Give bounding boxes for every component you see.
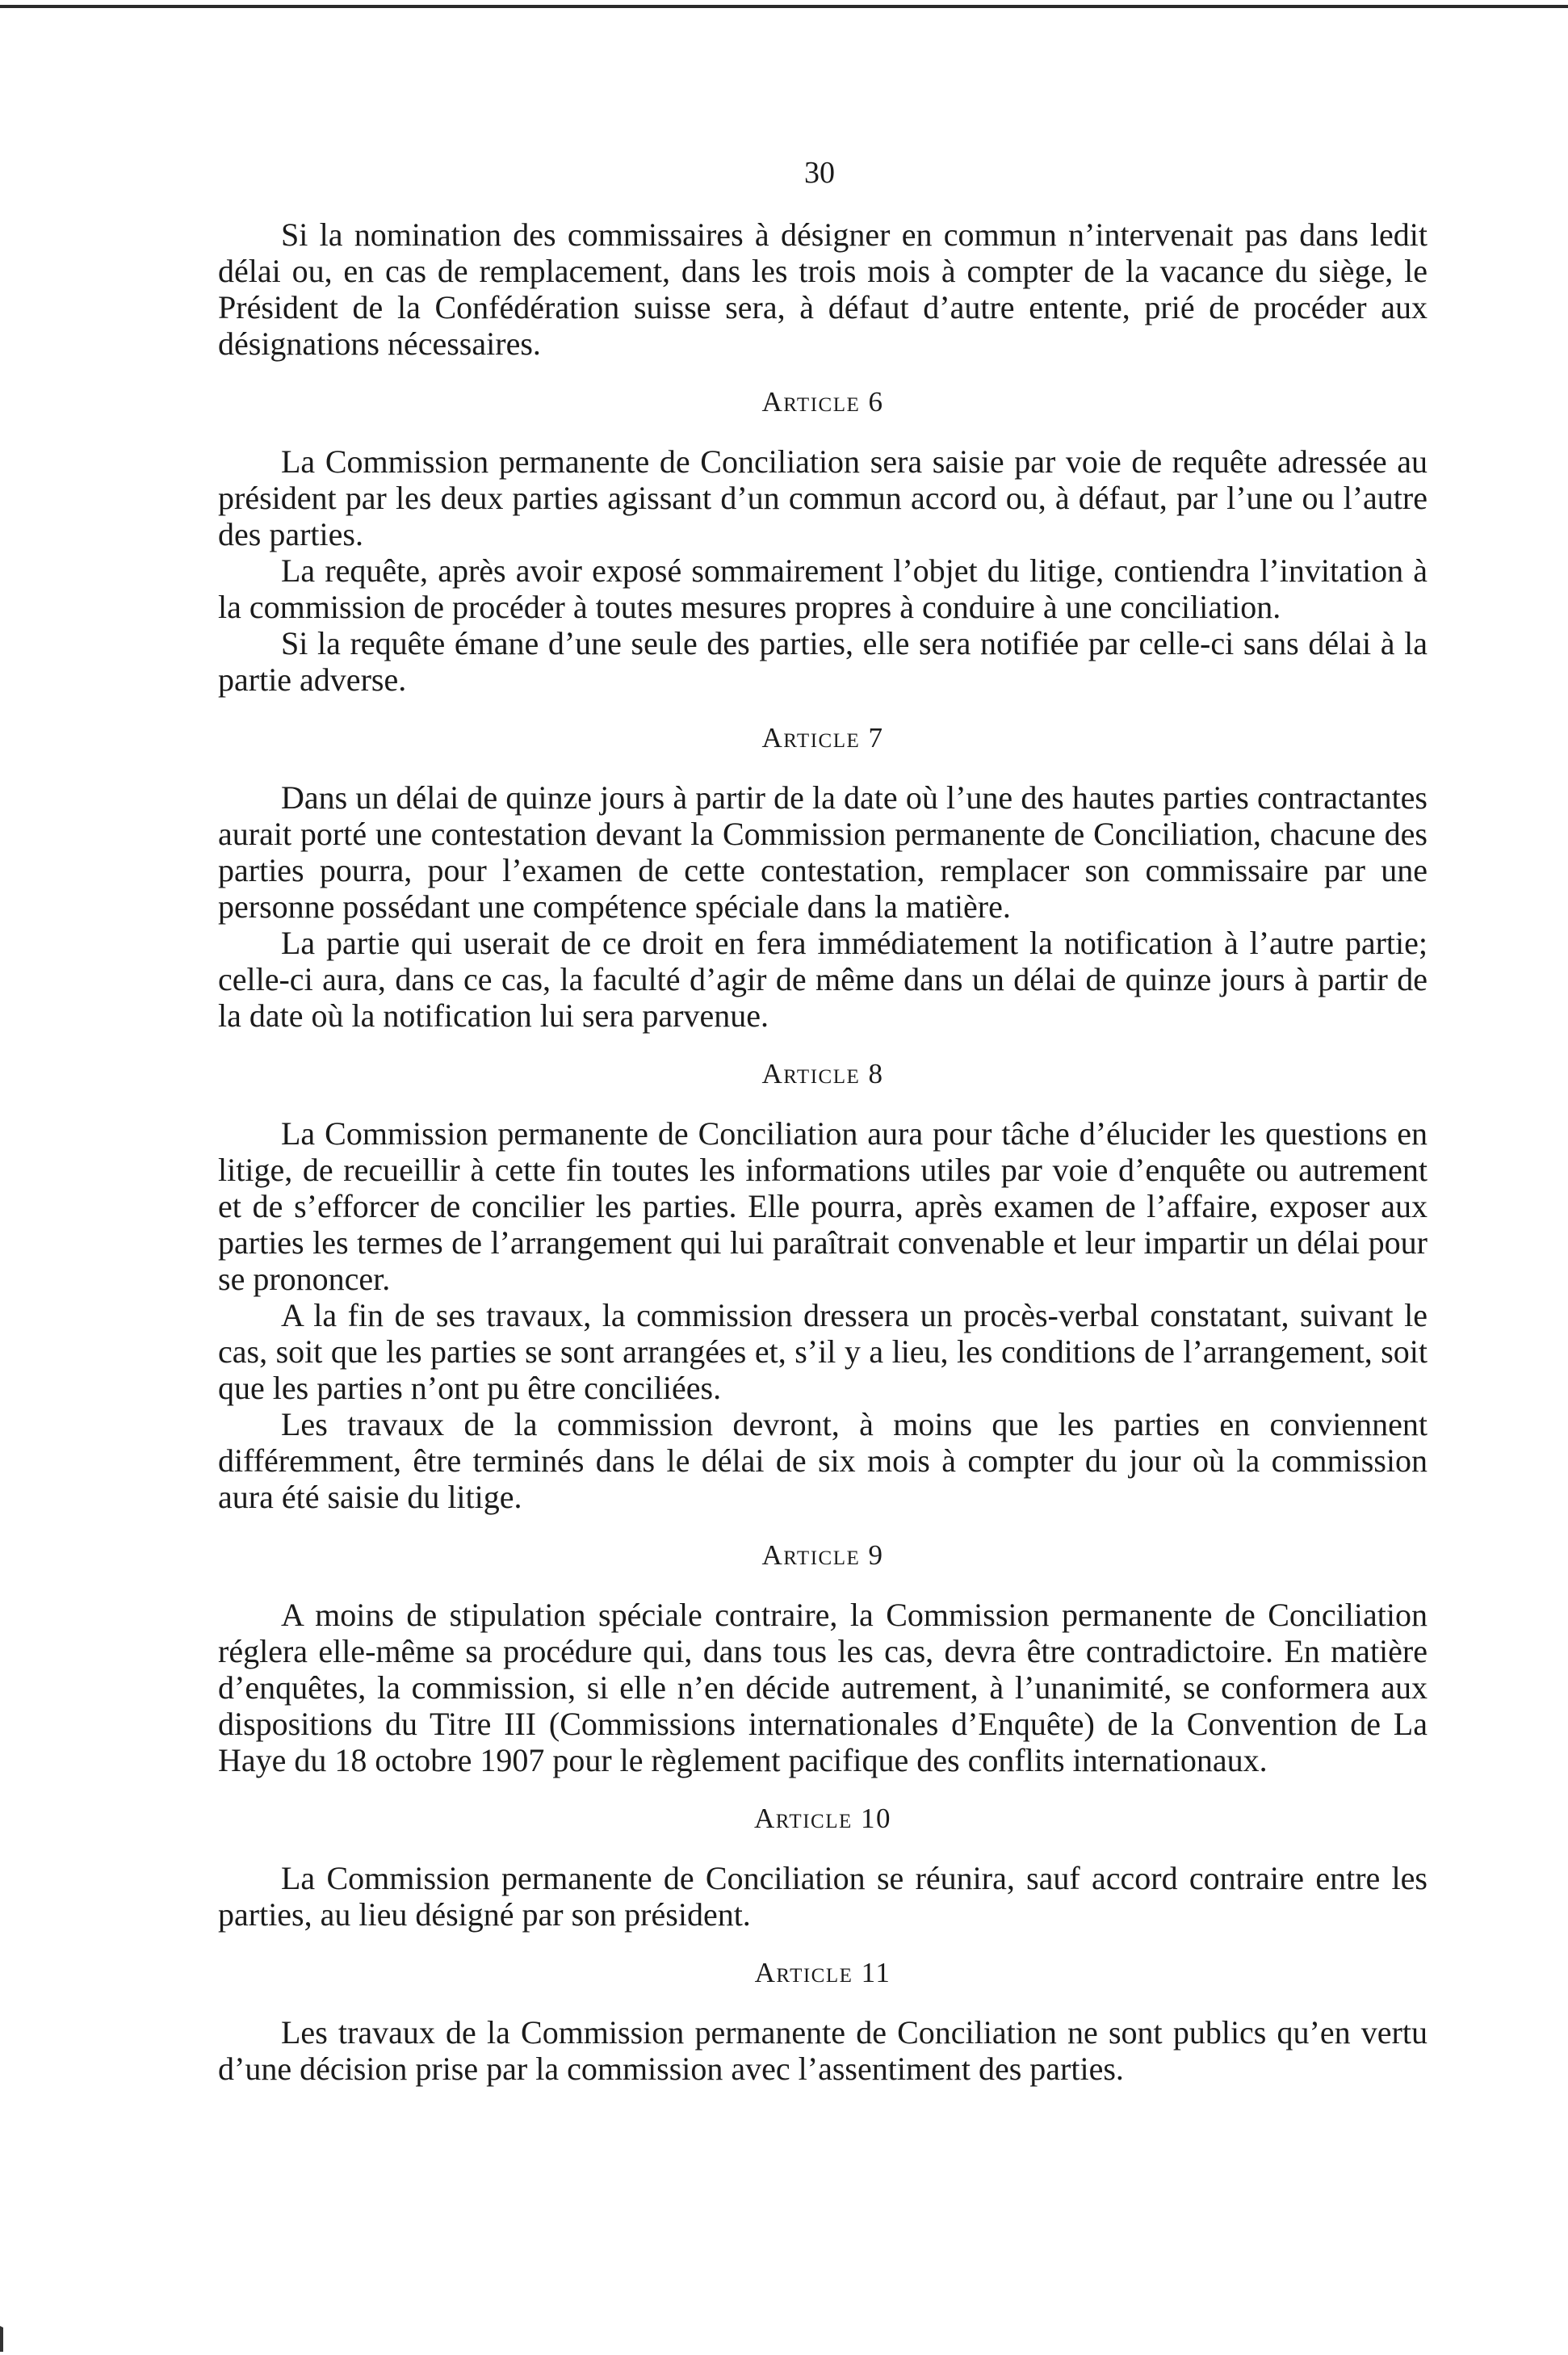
article-6-heading: Article 6 — [761, 386, 884, 418]
article-10-paragraph-1: La Commission permanente de Conciliation se réunira, sauf accord contraire entre les parties, au lieu désigné par son président. — [218, 1860, 1428, 1933]
article-7-paragraph-1: Dans un délai de quinze jours à partir de la date où l’une des hautes parties contractantes aurait porté une contestation devant la Commission permanente de Conciliation, chacune des parties pourra, pour l’examen de cette contestation, remplacer son commissaire par une personne possédant une compétence spéciale dans la matière. — [218, 779, 1428, 925]
article-8-heading: Article 8 — [761, 1058, 884, 1089]
top-border-rule — [0, 5, 1568, 8]
page-number: 30 — [804, 156, 835, 190]
article-6-paragraph-1: La Commission permanente de Conciliation sera saisie par voie de requête adressée au président par les deux parties agissant d’un commun accord ou, à défaut, par l’une ou l’autre des parties. — [218, 443, 1428, 552]
article-10-heading: Article 10 — [753, 1803, 891, 1834]
scan-corner-mark — [0, 2326, 15, 2352]
article-8-paragraph-2: A la fin de ses travaux, la commission dressera un procès-verbal constatant, suivant le cas, soit que les parties se sont arrangées et, s’il y a lieu, les conditions de l’arrangement, soit que les parties n’ont pu être conciliées. — [218, 1297, 1428, 1406]
article-11-paragraph-1: Les travaux de la Commission permanente de Conciliation ne sont publics qu’en vertu d’une décision prise par la commission avec l’assentiment des parties. — [218, 2014, 1428, 2087]
article-7-paragraph-2: La partie qui userait de ce droit en fera immédiatement la notification à l’autre partie; celle-ci aura, dans ce cas, la faculté d’agir de même dans un délai de quinze jours à partir de la date où la notification lui sera parvenue. — [218, 925, 1428, 1034]
article-6-paragraph-2: La requête, après avoir exposé sommairement l’objet du litige, contiendra l’invitation à la commission de procéder à toutes mesures propres à conduire à une conciliation. — [218, 552, 1428, 625]
article-8-paragraph-1: La Commission permanente de Conciliation aura pour tâche d’élucider les questions en litige, de recueillir à cette fin toutes les informations utiles par voie d’enquête ou autrement et de s’efforcer de concilier les parties. Elle pourra, après examen de l’affaire, exposer aux parties les termes de l’arrangement qui lui paraîtrait convenable et leur impartir un délai pour se prononcer. — [218, 1115, 1428, 1297]
document-body — [218, 216, 1428, 2087]
article-6-paragraph-3: Si la requête émane d’une seule des parties, elle sera notifiée par celle-ci sans délai à la partie adverse. — [218, 625, 1428, 698]
article-9-heading: Article 9 — [761, 1539, 884, 1571]
article-9-paragraph-1: A moins de stipulation spéciale contraire, la Commission permanente de Conciliation réglera elle-même sa procédure qui, dans tous les cas, devra être contradictoire. En matière d’enquêtes, la commission, si elle n’en décide autrement, à l’unanimité, se conformera aux dispositions du Titre III (Commissions internationales d’Enquête) de la Convention de La Haye du 18 octobre 1907 pour le règlement pacifique des conflits internationaux. — [218, 1597, 1428, 1778]
article-7-heading: Article 7 — [761, 722, 884, 754]
article-8-paragraph-3: Les travaux de la commission devront, à moins que les parties en conviennent différemment, être terminés dans le délai de six mois à compter du jour où la commission aura été saisie du litige. — [218, 1406, 1428, 1515]
article-11-heading: Article 11 — [754, 1957, 891, 1988]
paragraph-continuation: Si la nomination des commissaires à désigner en commun n’intervenait pas dans ledit délai ou, en cas de remplacement, dans les trois mois à compter de la vacance du siège, le Président de la Confédération suisse sera, à défaut d’autre entente, prié de procéder aux désignations nécessaires. — [218, 216, 1428, 362]
